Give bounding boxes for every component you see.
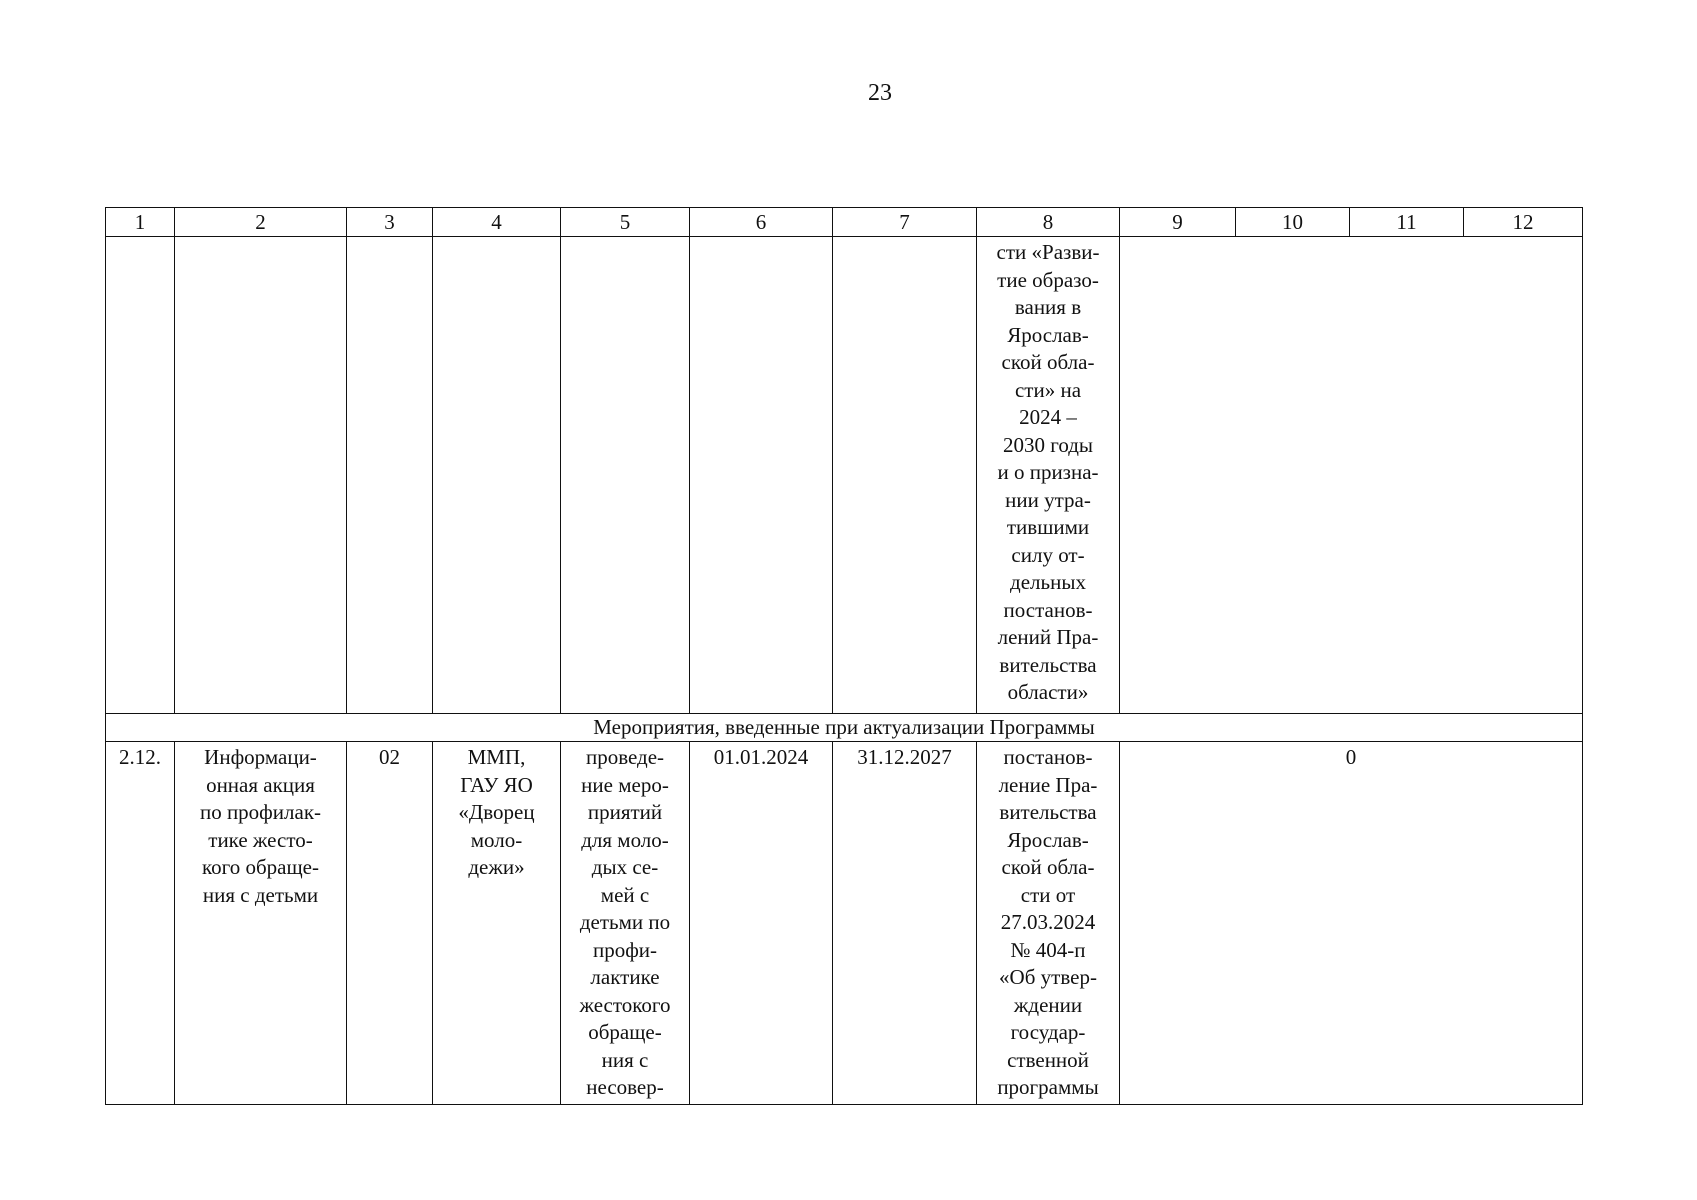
- measure-code: 02: [347, 742, 433, 1105]
- column-header-7: 7: [833, 208, 977, 237]
- column-header-5: 5: [561, 208, 690, 237]
- column-header-11: 11: [1350, 208, 1464, 237]
- column-header-1: 1: [106, 208, 175, 237]
- measure-name: Информаци- онная акция по профилак- тике жесто- кого обраще- ния с детьми: [175, 742, 347, 1105]
- section-row: [106, 714, 1583, 742]
- cont-cell-5: [561, 237, 690, 714]
- table-row: [106, 742, 1583, 1105]
- cont-cell-6: [690, 237, 833, 714]
- measures-table: [105, 207, 1583, 1105]
- cont-cell-2: [175, 237, 347, 714]
- cont-cell-1: [106, 237, 175, 714]
- column-header-9: 9: [1120, 208, 1236, 237]
- page-number: 23: [868, 80, 892, 106]
- cont-cell-3: [347, 237, 433, 714]
- cont-cell-4: [433, 237, 561, 714]
- column-header-6: 6: [690, 208, 833, 237]
- cont-cell-7: [833, 237, 977, 714]
- column-header-12: 12: [1464, 208, 1583, 237]
- measure-document: постанов- ление Пра- вительства Ярослав- ской обла- сти от 27.03.2024 № 404-п «Об утвер- ждении государ- ственной программы: [977, 742, 1120, 1105]
- column-header-10: 10: [1236, 208, 1350, 237]
- cont-funding-cell: [1120, 237, 1583, 714]
- measure-executor: ММП, ГАУ ЯО «Дворец моло- дежи»: [433, 742, 561, 1105]
- column-header-8: 8: [977, 208, 1120, 237]
- section-title: Мероприятия, введенные при актуализации Программы: [106, 714, 1583, 742]
- continuation-row: [106, 237, 1583, 714]
- measure-start-date: 01.01.2024: [690, 742, 833, 1105]
- measure-end-date: 31.12.2027: [833, 742, 977, 1105]
- measure-description: проведе- ние меро- приятий для моло- дых се- мей с детьми по профи- лактике жестокого обраще- ния с несовер-: [561, 742, 690, 1105]
- column-header-3: 3: [347, 208, 433, 237]
- column-header-2: 2: [175, 208, 347, 237]
- cont-document-cell: сти «Разви- тие образо- вания в Ярослав- ской обла- сти» на 2024 – 2030 годы и о призна- нии утра- тившими силу от- дельных постанов- лений Пра- вительства области»: [977, 237, 1120, 714]
- column-header-4: 4: [433, 208, 561, 237]
- row-number: 2.12.: [106, 742, 175, 1105]
- column-number-row: [106, 208, 1583, 237]
- measure-funding: 0: [1120, 742, 1583, 1105]
